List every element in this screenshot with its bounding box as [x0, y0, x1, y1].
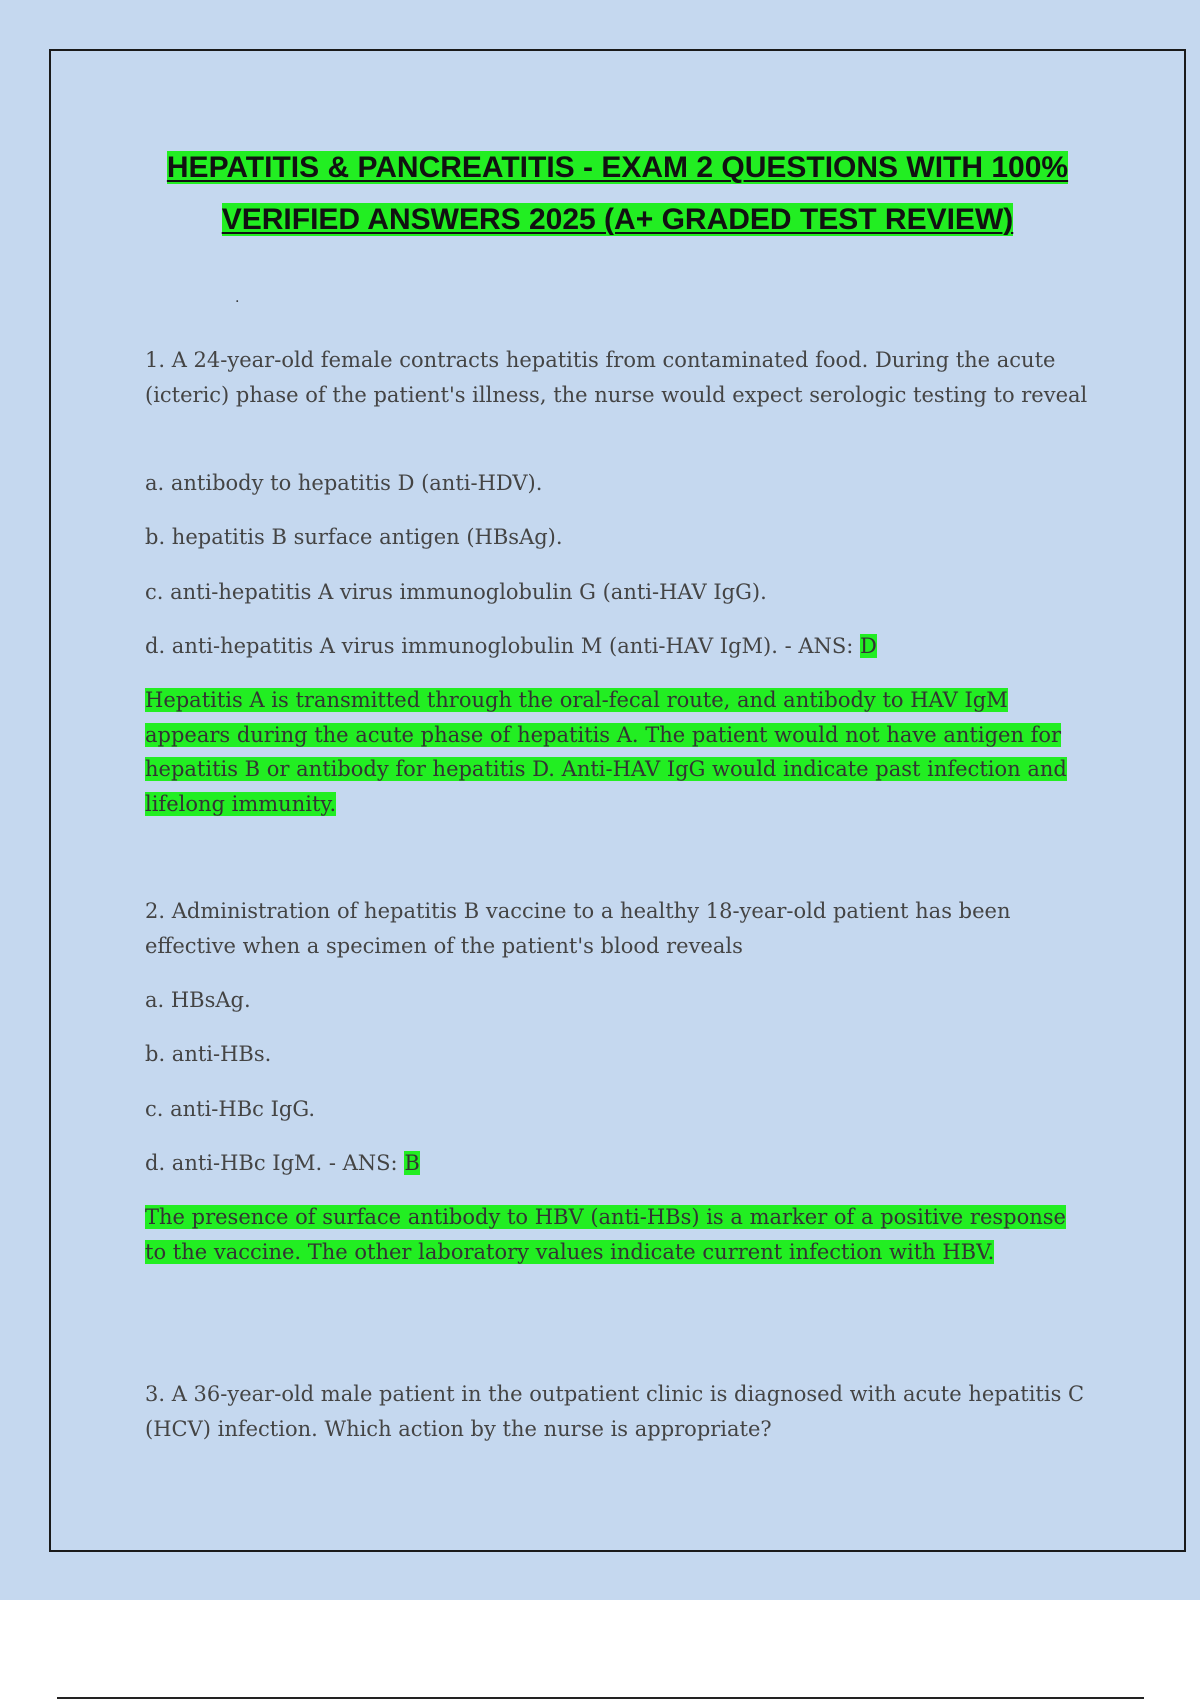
question-2-rationale: [145, 1200, 1090, 1269]
question-1-rationale: [145, 683, 1090, 821]
question-2-stem: 2. Administration of hepatitis B vaccine to a healthy 18-year-old patient has been effective when a specimen of the patient's blood reveals: [145, 899, 1011, 958]
stray-dot: .: [235, 290, 240, 306]
question-1-option-d-text: d. anti-hepatitis A virus immunoglobulin M (anti-HAV IgM). - ANS:: [145, 634, 861, 658]
question-1-option-a: a. antibody to hepatitis D (anti-HDV).: [145, 471, 543, 495]
question-2-option-d: [145, 1146, 1090, 1181]
question-1-answer: D: [860, 634, 877, 658]
document-title: [60, 142, 1175, 246]
question-1-option-d: [145, 629, 1090, 664]
question-1-rationale-text: Hepatitis A is transmitted through the oral-fecal route, and antibody to HAV IgM appears during the acute phase of hepatitis A. The patient would not have antigen for hepatitis B or antibody for hepatitis D. Anti-HAV IgG would indicate past infection and lifelong immunity.: [145, 688, 1067, 816]
footer-rule: [57, 1697, 1144, 1699]
question-1-option-b: b. hepatitis B surface antigen (HBsAg).: [145, 525, 563, 549]
question-3-stem: 3. A 36-year-old male patient in the outpatient clinic is diagnosed with acute hepatitis C (HCV) infection. Which action by the nurse is appropriate?: [145, 1382, 1085, 1441]
question-2-option-d-text: d. anti-HBc IgM. - ANS:: [145, 1151, 405, 1175]
title-line-1: HEPATITIS & PANCREATITIS - EXAM 2 QUESTIONS WITH 100%: [166, 151, 1069, 184]
title-line-2: VERIFIED ANSWERS 2025 (A+ GRADED TEST REVIEW): [221, 203, 1014, 236]
question-2-option-c: c. anti-HBc IgG.: [145, 1097, 316, 1121]
question-2-rationale-text: The presence of surface antibody to HBV (anti-HBs) is a marker of a positive response to the vaccine. The other laboratory values indicate current infection with HBV.: [145, 1205, 1066, 1264]
question-1-option-c: c. anti-hepatitis A virus immunoglobulin G (anti-HAV IgG).: [145, 580, 767, 604]
question-2-option-a: a. HBsAg.: [145, 988, 251, 1012]
question-1-stem: 1. A 24-year-old female contracts hepatitis from contaminated food. During the acute (icteric) phase of the patient's illness, the nurse would expect serologic testing to reveal: [145, 348, 1088, 407]
question-2-answer: B: [404, 1151, 420, 1175]
question-2-option-b: b. anti-HBs.: [145, 1042, 272, 1066]
